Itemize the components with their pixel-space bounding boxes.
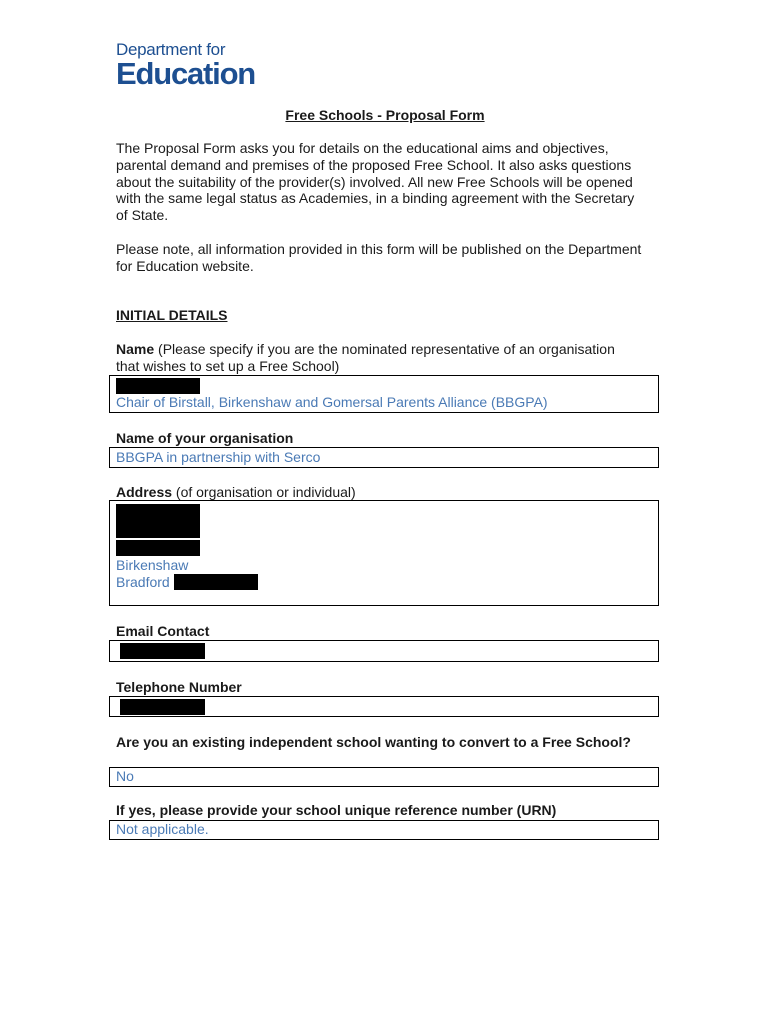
dfe-logo <box>116 41 255 89</box>
name-value: Chair of Birstall, Birkenshaw and Gomersal Parents Alliance (BBGPA) <box>116 394 548 410</box>
urn-value: Not applicable. <box>116 821 209 837</box>
urn-label: If yes, please provide your school unique reference number (URN) <box>116 802 557 818</box>
organisation-value: BBGPA in partnership with Serco <box>116 449 321 465</box>
address-line-4: Bradford <box>116 573 170 590</box>
name-field[interactable] <box>109 375 659 413</box>
name-label <box>116 341 616 375</box>
section-heading-initial-details: INITIAL DETAILS <box>116 307 228 323</box>
address-field[interactable] <box>109 500 659 606</box>
logo-line-2: Education <box>116 56 256 91</box>
redaction-block <box>174 574 258 590</box>
address-line-3: Birkenshaw <box>116 556 189 573</box>
address-redacted-lines <box>110 501 658 538</box>
urn-field[interactable] <box>109 820 659 840</box>
address-label-hint: (of organisation or individual) <box>172 484 356 500</box>
name-label-hint: (Please specify if you are the nominated representative of an organisation that wishes to set up a Free School) <box>116 341 615 374</box>
redaction-block <box>116 540 200 556</box>
logo-line-1: Department for <box>116 40 226 59</box>
email-field[interactable] <box>109 640 659 662</box>
organisation-field[interactable] <box>109 447 659 468</box>
telephone-label-strong: Telephone Number <box>116 679 242 695</box>
intro-paragraph-2: Please note, all information provided in this form will be published on the Department for Education website. <box>116 241 642 274</box>
redaction-block <box>116 378 200 394</box>
redaction-block <box>120 699 205 715</box>
independent-school-value: No <box>116 768 134 784</box>
address-label-strong: Address <box>116 484 173 500</box>
address-label <box>116 484 356 501</box>
address-redacted-line-2 <box>110 540 658 557</box>
redaction-block <box>120 643 205 659</box>
telephone-redacted-line <box>110 697 658 716</box>
address-line-4-wrapper <box>110 574 658 591</box>
redaction-block <box>116 504 200 538</box>
organisation-label <box>116 430 293 447</box>
email-redacted-line <box>110 641 658 660</box>
telephone-field[interactable] <box>109 696 659 717</box>
telephone-label <box>116 679 242 696</box>
name-label-strong: Name <box>116 341 155 357</box>
email-label <box>116 623 209 640</box>
form-title: Free Schools - Proposal Form <box>285 107 485 123</box>
email-label-strong: Email Contact <box>116 623 210 639</box>
intro-paragraph-1: The Proposal Form asks you for details on the educational aims and objectives, parental demand and premises of the proposed Free School. It also asks questions about the suitability of the provider(s) involved. All new Free Schools will be opened with the same legal status as Academies, in a binding agreement with the Secretary of State. <box>116 140 635 224</box>
organisation-label-strong: Name of your organisation <box>116 430 294 446</box>
independent-school-label: Are you an existing independent school wanting to convert to a Free School? <box>116 734 631 750</box>
independent-school-field[interactable] <box>109 767 659 787</box>
name-redacted-line <box>110 376 658 394</box>
